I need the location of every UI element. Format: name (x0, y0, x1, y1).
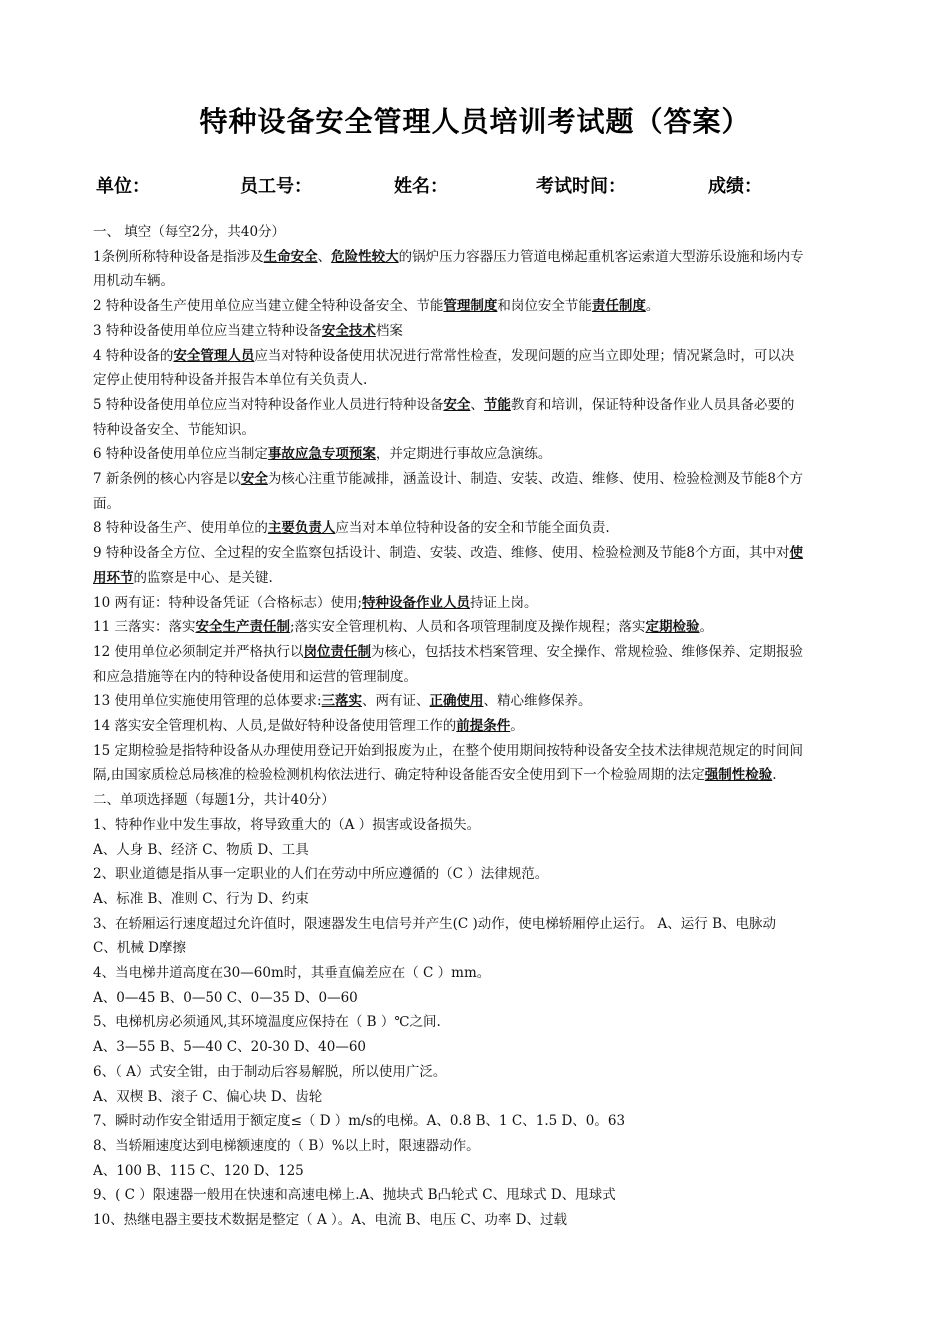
text-line (93, 1060, 863, 1084)
line-text: 。 (699, 619, 714, 636)
text-line (93, 1085, 863, 1109)
text-line (93, 591, 863, 615)
text-line (93, 368, 863, 392)
answer-blank: 三落实 (321, 693, 363, 710)
text-line (93, 1208, 863, 1232)
text-line (93, 665, 863, 689)
page-title: 特种设备安全管理人员培训考试题（答案） (199, 105, 751, 138)
answer-blank: 正确使用 (429, 693, 484, 710)
line-text: 、 (470, 396, 484, 413)
text-line (93, 788, 863, 812)
line-text: 6、（ A）式安全钳，由于制动后容易解脱，所以使用广泛。 (93, 1063, 447, 1080)
text-line (93, 566, 863, 590)
answer-blank: 生命安全 (263, 248, 318, 265)
text-line (93, 739, 863, 763)
line-text: 面。 (93, 495, 120, 512)
exam-header-fields (0, 172, 950, 202)
line-text: 15 定期检验是指特种设备从办理使用登记开始到报废为止，在整个使用期间按特种设备安全技术法律规范规定的时间间 (93, 742, 803, 759)
answer-blank: 前提条件 (456, 718, 511, 734)
text-line (93, 912, 863, 936)
line-text: 特种设备安全、节能知识。 (93, 421, 255, 438)
line-text: A、0—45 B、0—50 C、0—35 D、0—60 (93, 989, 358, 1006)
line-text: C、机械 D摩擦 (93, 940, 186, 957)
text-line (93, 467, 863, 491)
line-text: 的监察是中心、是关键. (133, 569, 273, 586)
text-line (93, 986, 863, 1010)
answer-blank: 主要负责人 (267, 520, 336, 537)
text-line (93, 936, 863, 960)
line-text: 10 两有证：特种设备凭证（合格标志）使用; (93, 594, 363, 611)
line-text: 和应急措施等在内的特种设备使用和运营的管理制度。 (93, 668, 417, 685)
line-text: 应当对特种设备使用状况进行常常性检查，发现问题的应当立即处理；情况紧急时，可以决 (254, 347, 795, 364)
text-line (93, 1035, 863, 1059)
line-text: 10、热继电器主要技术数据是整定（ A ）。A、电流 B、电压 C、功率 D、过载 (93, 1212, 567, 1228)
line-text: 12 使用单位必须制定并严格执行以 (93, 643, 304, 660)
text-line (93, 763, 863, 787)
line-text: 应当对本单位特种设备的安全和节能全面负责. (335, 520, 610, 537)
text-line (93, 640, 863, 664)
text-line (93, 887, 863, 911)
line-text: 、精心维修保养。 (483, 693, 592, 710)
text-line (93, 1183, 863, 1207)
line-text: 档案 (375, 322, 403, 339)
line-text: 8 特种设备生产、使用单位的 (93, 520, 268, 537)
text-line (93, 319, 863, 343)
answer-blank: 岗位责任制 (303, 643, 371, 660)
employee-number-label: 员工号： (240, 176, 312, 197)
line-text: 5、电梯机房必须通风,其环境温度应保持在（ B ）℃之间. (93, 1014, 441, 1031)
answer-blank: 强制性检验 (704, 767, 773, 784)
line-text: 、两有证、 (362, 693, 430, 710)
line-text: 4、当电梯井道高度在30—60m时，其垂直偏差应在（ C ）mm。 (93, 965, 491, 981)
line-text: 为核心，包括技术档案管理、安全操作、常规检验、维修保养、定期报验 (370, 643, 803, 660)
answer-blank: 节能 (483, 396, 511, 413)
line-text: . (772, 767, 777, 784)
line-text: 13 使用单位实施使用管理的总体要求: (93, 693, 322, 710)
line-text: 二、单项选择题（每题1分，共计40分） (93, 792, 335, 809)
text-line (93, 442, 863, 466)
text-line (93, 220, 863, 244)
line-text: 7 新条例的核心内容是以 (93, 471, 241, 487)
line-text: 、 (317, 248, 332, 265)
answer-blank: 定期检验 (645, 619, 700, 636)
line-text: 1、特种作业中发生事故，将导致重大的（A ）损害或设备损失。 (93, 816, 481, 833)
line-text: 3、在轿厢运行速度超过允许值时，限速器发生电信号并产生(C )动作，使电梯轿厢停止运行。 A、运行 B、电脉动 (93, 915, 776, 932)
line-text: 为核心注重节能减排，涵盖设计、制造、安装、改造、维修、使用、检验检测及节能8个方 (267, 471, 803, 487)
text-line (93, 813, 863, 837)
exam-time-label: 考试时间： (536, 176, 626, 197)
line-text: ;落实安全管理机构、人员和各项管理制度及操作规程；落实 (289, 619, 646, 636)
line-text: 11 三落实：落实 (93, 619, 196, 636)
answer-blank: 责任制度 (591, 298, 646, 315)
line-text: 隔,由国家质检总局核准的检验检测机构依法进行、确定特种设备能否安全使用到下一个检验周期的法定 (93, 767, 705, 784)
answer-blank: 事故应急专项预案 (267, 446, 376, 463)
line-text: 4 特种设备的 (93, 347, 174, 364)
text-line (93, 393, 863, 417)
text-line (93, 1159, 863, 1183)
text-line (93, 516, 863, 540)
text-line (93, 615, 863, 639)
line-text: 3 特种设备使用单位应当建立特种设备 (93, 322, 322, 339)
score-label: 成绩： (708, 176, 762, 197)
text-line (93, 294, 863, 318)
text-line (93, 961, 863, 985)
line-text: 2 特种设备生产使用单位应当建立健全特种设备安全、节能 (93, 298, 444, 315)
line-text: 1条例所称特种设备是指涉及 (93, 248, 264, 265)
line-text: 6 特种设备使用单位应当制定 (93, 446, 268, 463)
line-text: 9、( C ）限速器一般用在快速和高速电梯上.A、抛块式 B凸轮式 C、甩球式 D、甩球式 (93, 1187, 616, 1204)
line-text: 。 (645, 298, 660, 315)
line-text: A、标准 B、准则 C、行为 D、约束 (93, 890, 309, 907)
answer-blank: 安全管理人员 (173, 347, 255, 364)
text-line (93, 838, 863, 862)
line-text: A、100 B、115 C、120 D、125 (93, 1162, 304, 1179)
line-text: A、3—55 B、5—40 C、20-30 D、40—60 (93, 1039, 367, 1056)
line-text: 5 特种设备使用单位应当对特种设备作业人员进行特种设备 (93, 396, 444, 413)
text-line (93, 344, 863, 368)
text-line (93, 1109, 863, 1133)
name-label: 姓名： (394, 176, 448, 197)
answer-blank: 安全 (443, 396, 471, 413)
line-text: ，并定期进行事故应急演练。 (375, 446, 552, 463)
text-line (93, 541, 863, 565)
line-text: 定停止使用特种设备并报告本单位有关负责人. (93, 372, 368, 389)
answer-blank: 危险性较大 (331, 248, 399, 265)
line-text: 一、 填空（每空2分，共40分） (93, 224, 286, 240)
line-text: 持证上岗。 (470, 594, 538, 611)
text-line (93, 418, 863, 442)
text-line (93, 714, 863, 738)
answer-blank: 管理制度 (443, 298, 498, 315)
line-text: 14 落实安全管理机构、人员,是做好特种设备使用管理工作的 (93, 718, 457, 734)
answer-blank: 特种设备作业人员 (362, 594, 471, 611)
text-line (93, 492, 863, 516)
text-line (93, 862, 863, 886)
line-text: 7、瞬时动作安全钳适用于额定度≤（ D ）m/s的电梯。A、0.8 B、1 C、1.5 D、0。63 (93, 1113, 626, 1130)
answer-blank: 安全生产责任制 (195, 619, 290, 636)
line-text: 9 特种设备全方位、全过程的安全监察包括设计、制造、安装、改造、维修、使用、检验检测及节能8个方面，其中对 (93, 545, 790, 562)
text-line (93, 245, 863, 269)
line-text: 的锅炉压力容器压力管道电梯起重机客运索道大型游乐设施和场内专 (398, 248, 804, 265)
line-text: 8、当轿厢速度达到电梯额速度的（ B）%以上时，限速器动作。 (93, 1137, 480, 1154)
text-line (93, 1010, 863, 1034)
line-text: A、人身 B、经济 C、物质 D、工具 (93, 841, 309, 858)
unit-label: 单位： (96, 176, 150, 197)
text-line (93, 1134, 863, 1158)
answer-blank: 安全技术 (321, 322, 376, 339)
line-text: A、双楔 B、滚子 C、偏心块 D、齿轮 (93, 1088, 323, 1105)
line-text: 。 (510, 718, 524, 734)
answer-blank: 用环节 (93, 569, 134, 586)
line-text: 教育和培训，保证特种设备作业人员具备必要的 (510, 396, 795, 413)
line-text: 2、职业道德是指从事一定职业的人们在劳动中所应遵循的（C ）法律规范。 (93, 866, 549, 883)
answer-blank: 安全 (240, 471, 268, 487)
line-text: 用机动车辆。 (93, 273, 174, 290)
text-line (93, 269, 863, 293)
text-line (93, 689, 863, 713)
line-text: 和岗位安全节能 (497, 298, 592, 315)
answer-blank: 使 (789, 545, 803, 562)
